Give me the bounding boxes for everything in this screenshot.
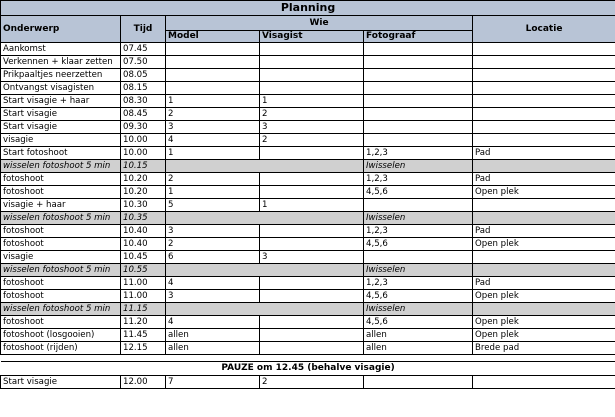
cell-fotograaf[interactable] — [364, 134, 473, 147]
blank-spacer — [1, 355, 615, 362]
header-wie[interactable]: Wie — [166, 16, 473, 31]
cell-blank[interactable] — [166, 212, 364, 225]
cell-fotograaf[interactable] — [364, 82, 473, 95]
cell-onderwerp[interactable]: Start visagie — [1, 376, 121, 389]
table-row[interactable] — [1, 342, 615, 355]
cell-fotograaf[interactable]: Iwisselen — [364, 212, 473, 225]
cell-model[interactable]: 2 — [166, 173, 260, 186]
cell-model[interactable] — [166, 56, 260, 69]
cell-fotograaf[interactable] — [364, 43, 473, 56]
cell-fotograaf[interactable] — [364, 121, 473, 134]
cell-locatie[interactable]: Pad — [473, 225, 615, 238]
cell-fotograaf[interactable]: 4,5,6 — [364, 238, 473, 251]
cell-fotograaf[interactable] — [364, 251, 473, 264]
cell-tijd[interactable]: 10.40 — [121, 225, 166, 238]
cell-onderwerp[interactable]: fotoshoot (rijden) — [1, 342, 121, 355]
cell-visagist[interactable] — [260, 69, 364, 82]
header-model[interactable]: Model — [166, 31, 260, 43]
cell-visagist[interactable] — [260, 56, 364, 69]
cell-locatie[interactable] — [473, 264, 615, 277]
cell-tijd[interactable]: 08.15 — [121, 82, 166, 95]
pauze-note: PAUZE om 12.45 (behalve visagie) — [1, 362, 615, 376]
table-row[interactable] — [1, 199, 615, 212]
cell-fotograaf[interactable]: allen — [364, 342, 473, 355]
cell-locatie[interactable] — [473, 108, 615, 121]
cell-locatie[interactable]: Brede pad — [473, 342, 615, 355]
cell-fotograaf[interactable] — [364, 376, 473, 389]
header-fotograaf[interactable]: Fotograaf — [364, 31, 473, 43]
cell-tijd[interactable]: 11.00 — [121, 290, 166, 303]
cell-onderwerp[interactable]: fotoshoot — [1, 277, 121, 290]
cell-model[interactable]: 3 — [166, 225, 260, 238]
cell-model[interactable]: 3 — [166, 121, 260, 134]
cell-onderwerp[interactable]: wisselen fotoshoot 5 min — [1, 212, 121, 225]
cell-onderwerp[interactable]: fotoshoot — [1, 316, 121, 329]
header-visagist[interactable]: Visagist — [260, 31, 364, 43]
cell-locatie[interactable] — [473, 212, 615, 225]
cell-visagist[interactable]: 2 — [260, 108, 364, 121]
table-row[interactable] — [1, 134, 615, 147]
cell-onderwerp[interactable]: Prikpaaltjes neerzetten — [1, 69, 121, 82]
cell-locatie[interactable] — [473, 69, 615, 82]
cell-onderwerp[interactable]: fotoshoot — [1, 238, 121, 251]
cell-tijd[interactable]: 10.40 — [121, 238, 166, 251]
cell-locatie[interactable] — [473, 134, 615, 147]
cell-tijd[interactable]: 10.55 — [121, 264, 166, 277]
table-row[interactable] — [1, 160, 615, 173]
cell-visagist[interactable] — [260, 316, 364, 329]
cell-locatie[interactable] — [473, 303, 615, 316]
table-row[interactable] — [1, 82, 615, 95]
cell-locatie[interactable] — [473, 199, 615, 212]
cell-model[interactable]: 4 — [166, 277, 260, 290]
cell-tijd[interactable]: 10.00 — [121, 147, 166, 160]
cell-model[interactable]: 2 — [166, 108, 260, 121]
table-row[interactable] — [1, 212, 615, 225]
cell-model[interactable]: 5 — [166, 199, 260, 212]
table-row[interactable] — [1, 225, 615, 238]
cell-visagist[interactable] — [260, 329, 364, 342]
cell-model[interactable]: 2 — [166, 238, 260, 251]
cell-model[interactable]: 1 — [166, 186, 260, 199]
cell-tijd[interactable]: 11.15 — [121, 303, 166, 316]
cell-fotograaf[interactable] — [364, 69, 473, 82]
cell-onderwerp[interactable]: fotoshoot — [1, 173, 121, 186]
cell-fotograaf[interactable]: Iwisselen — [364, 303, 473, 316]
table-row[interactable] — [1, 290, 615, 303]
cell-fotograaf[interactable]: 4,5,6 — [364, 186, 473, 199]
table-row[interactable] — [1, 277, 615, 290]
cell-tijd[interactable]: 10.35 — [121, 212, 166, 225]
cell-locatie[interactable]: Open plek — [473, 186, 615, 199]
cell-blank[interactable] — [166, 160, 364, 173]
cell-visagist[interactable] — [260, 173, 364, 186]
cell-tijd[interactable]: 11.00 — [121, 277, 166, 290]
table-row[interactable] — [1, 95, 615, 108]
cell-onderwerp[interactable]: Aankomst — [1, 43, 121, 56]
cell-visagist[interactable]: 1 — [260, 95, 364, 108]
cell-model[interactable] — [166, 43, 260, 56]
cell-fotograaf[interactable] — [364, 95, 473, 108]
cell-fotograaf[interactable]: allen — [364, 329, 473, 342]
cell-onderwerp[interactable]: visagie + haar — [1, 199, 121, 212]
header-onderwerp[interactable]: Onderwerp — [1, 16, 121, 43]
cell-fotograaf[interactable]: 1,2,3 — [364, 147, 473, 160]
cell-onderwerp[interactable]: Start visagie + haar — [1, 95, 121, 108]
table-row[interactable] — [1, 329, 615, 342]
table-row[interactable] — [1, 186, 615, 199]
cell-locatie[interactable]: Open plek — [473, 238, 615, 251]
cell-locatie[interactable]: Pad — [473, 147, 615, 160]
cell-onderwerp[interactable]: Verkennen + klaar zetten — [1, 56, 121, 69]
table-row-last[interactable] — [1, 376, 615, 389]
cell-visagist[interactable] — [260, 238, 364, 251]
cell-locatie[interactable] — [473, 56, 615, 69]
header-tijd[interactable]: Tijd — [121, 16, 166, 43]
cell-tijd[interactable]: 11.45 — [121, 329, 166, 342]
cell-tijd[interactable]: 10.30 — [121, 199, 166, 212]
cell-model[interactable]: 7 — [166, 376, 260, 389]
table-row[interactable] — [1, 316, 615, 329]
cell-visagist[interactable] — [260, 147, 364, 160]
table-row[interactable] — [1, 43, 615, 56]
table-row[interactable] — [1, 108, 615, 121]
cell-onderwerp[interactable]: wisselen fotoshoot 5 min — [1, 160, 121, 173]
cell-tijd[interactable]: 08.45 — [121, 108, 166, 121]
cell-onderwerp[interactable]: Start visagie — [1, 121, 121, 134]
cell-onderwerp[interactable]: Start visagie — [1, 108, 121, 121]
cell-onderwerp[interactable]: fotoshoot (losgooien) — [1, 329, 121, 342]
cell-visagist[interactable] — [260, 225, 364, 238]
cell-model[interactable]: 3 — [166, 290, 260, 303]
cell-model[interactable] — [166, 69, 260, 82]
header-locatie[interactable]: Locatie — [473, 16, 615, 43]
cell-fotograaf[interactable]: Iwisselen — [364, 160, 473, 173]
cell-onderwerp[interactable]: visagie — [1, 251, 121, 264]
cell-locatie[interactable]: Open plek — [473, 316, 615, 329]
cell-onderwerp[interactable]: fotoshoot — [1, 186, 121, 199]
cell-tijd[interactable]: 07.45 — [121, 43, 166, 56]
table-row[interactable] — [1, 303, 615, 316]
cell-visagist[interactable] — [260, 342, 364, 355]
cell-visagist[interactable]: 3 — [260, 121, 364, 134]
cell-onderwerp[interactable]: visagie — [1, 134, 121, 147]
cell-locatie[interactable] — [473, 95, 615, 108]
cell-locatie[interactable] — [473, 160, 615, 173]
cell-model[interactable] — [166, 82, 260, 95]
cell-tijd[interactable]: 07.50 — [121, 56, 166, 69]
cell-locatie[interactable] — [473, 376, 615, 389]
cell-tijd[interactable]: 10.15 — [121, 160, 166, 173]
cell-locatie[interactable] — [473, 121, 615, 134]
cell-locatie[interactable] — [473, 82, 615, 95]
cell-onderwerp[interactable]: Ontvangst visagisten — [1, 82, 121, 95]
table-row[interactable] — [1, 173, 615, 186]
cell-fotograaf[interactable]: 4,5,6 — [364, 316, 473, 329]
cell-model[interactable]: allen — [166, 329, 260, 342]
cell-visagist[interactable]: 1 — [260, 199, 364, 212]
cell-visagist[interactable]: 2 — [260, 134, 364, 147]
cell-visagist[interactable]: 2 — [260, 376, 364, 389]
cell-fotograaf[interactable]: 1,2,3 — [364, 173, 473, 186]
cell-onderwerp[interactable]: wisselen fotoshoot 5 min — [1, 264, 121, 277]
table-row[interactable] — [1, 238, 615, 251]
cell-model[interactable]: 6 — [166, 251, 260, 264]
cell-model[interactable]: allen — [166, 342, 260, 355]
cell-locatie[interactable]: Open plek — [473, 290, 615, 303]
table-row[interactable] — [1, 69, 615, 82]
cell-model[interactable]: 4 — [166, 316, 260, 329]
table-row[interactable] — [1, 147, 615, 160]
cell-locatie[interactable] — [473, 251, 615, 264]
cell-visagist[interactable] — [260, 290, 364, 303]
cell-visagist[interactable] — [260, 43, 364, 56]
cell-fotograaf[interactable] — [364, 108, 473, 121]
cell-tijd[interactable]: 09.30 — [121, 121, 166, 134]
table-row[interactable] — [1, 264, 615, 277]
cell-fotograaf[interactable]: 1,2,3 — [364, 277, 473, 290]
cell-tijd[interactable]: 11.20 — [121, 316, 166, 329]
table-row[interactable] — [1, 56, 615, 69]
cell-visagist[interactable] — [260, 186, 364, 199]
cell-blank[interactable] — [166, 303, 364, 316]
cell-tijd[interactable]: 10.20 — [121, 186, 166, 199]
cell-visagist[interactable] — [260, 277, 364, 290]
cell-onderwerp[interactable]: fotoshoot — [1, 225, 121, 238]
cell-tijd[interactable]: 10.45 — [121, 251, 166, 264]
cell-locatie[interactable] — [473, 43, 615, 56]
cell-tijd[interactable]: 10.20 — [121, 173, 166, 186]
cell-onderwerp[interactable]: wisselen fotoshoot 5 min — [1, 303, 121, 316]
table-row[interactable] — [1, 251, 615, 264]
cell-fotograaf[interactable] — [364, 199, 473, 212]
cell-tijd[interactable]: 12.15 — [121, 342, 166, 355]
cell-locatie[interactable]: Pad — [473, 277, 615, 290]
cell-onderwerp[interactable]: fotoshoot — [1, 290, 121, 303]
cell-fotograaf[interactable] — [364, 56, 473, 69]
cell-model[interactable]: 1 — [166, 95, 260, 108]
cell-visagist[interactable]: 3 — [260, 251, 364, 264]
cell-tijd[interactable]: 12.00 — [121, 376, 166, 389]
cell-tijd[interactable]: 10.00 — [121, 134, 166, 147]
table-row[interactable] — [1, 121, 615, 134]
cell-model[interactable]: 4 — [166, 134, 260, 147]
cell-model[interactable]: 1 — [166, 147, 260, 160]
cell-locatie[interactable]: Open plek — [473, 329, 615, 342]
page-title: Planning — [1, 1, 615, 16]
cell-fotograaf[interactable]: 1,2,3 — [364, 225, 473, 238]
cell-blank[interactable] — [166, 264, 364, 277]
cell-visagist[interactable] — [260, 82, 364, 95]
cell-fotograaf[interactable]: Iwisselen — [364, 264, 473, 277]
cell-tijd[interactable]: 08.30 — [121, 95, 166, 108]
cell-tijd[interactable]: 08.05 — [121, 69, 166, 82]
cell-onderwerp[interactable]: Start fotoshoot — [1, 147, 121, 160]
cell-locatie[interactable]: Pad — [473, 173, 615, 186]
cell-fotograaf[interactable]: 4,5,6 — [364, 290, 473, 303]
